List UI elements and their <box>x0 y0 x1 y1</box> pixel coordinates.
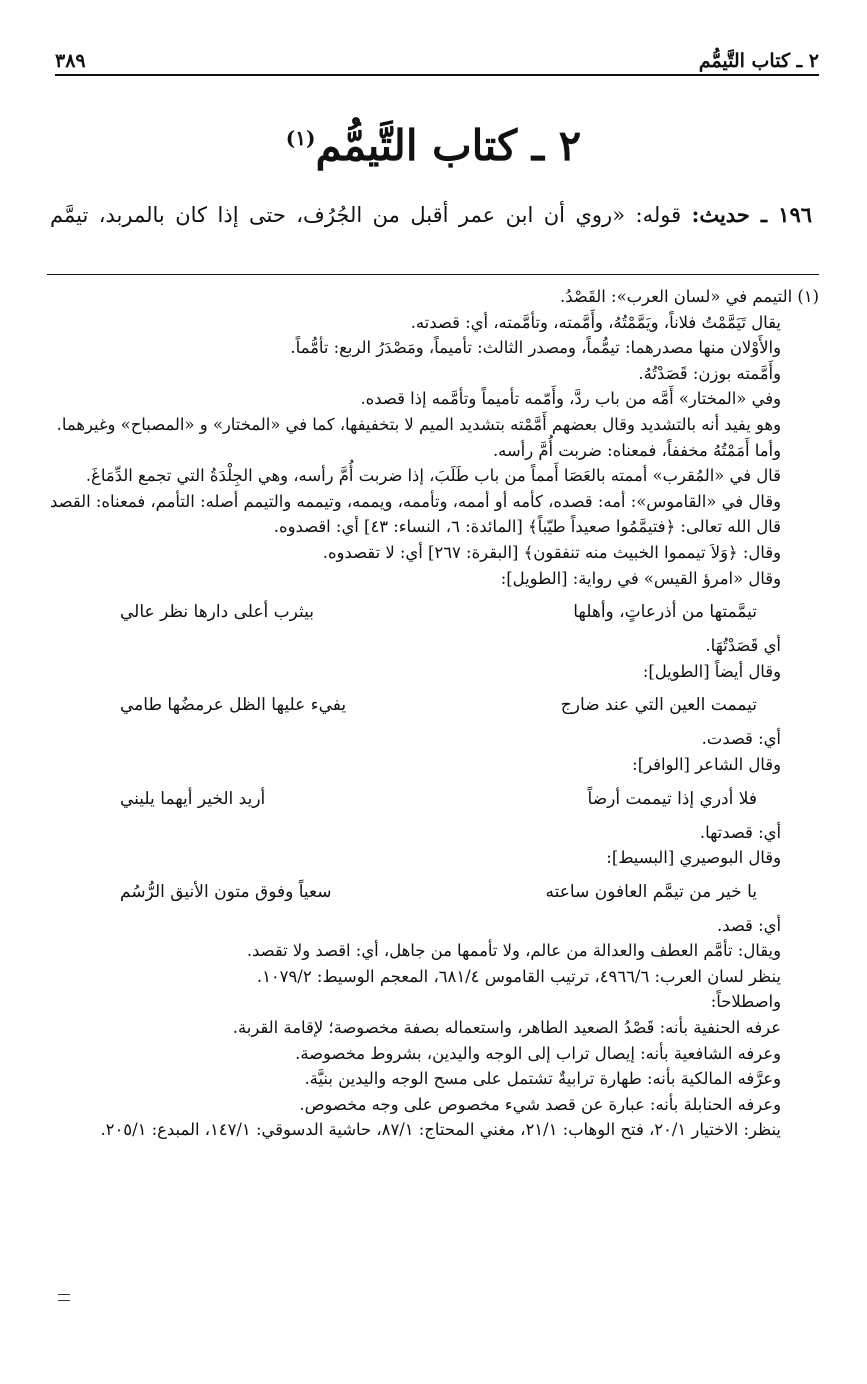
footnote-line: وقال: ﴿وَلاَ تيمموا الخبيث منه تنفقون﴾ [البقرة: ٢٦٧] أي: لا تقصدوه. <box>322 542 781 562</box>
footnote-line: وفي «المختار» أَمَّه من باب ردَّ، وأَمّمه تأميماً وتأمَّمه إذا قصده. <box>360 389 781 409</box>
footnote-line: وقال البوصيري [البسيط]: <box>606 848 781 868</box>
header-rule <box>55 74 819 76</box>
footnote-line: قال في «المُقرب» أممته بالعَصَا أَمماً من باب طَلَبَ، إذا ضربت أُمَّ رأسه، وهي الجِلْدَةُ التي تجمع الدِّمَاغَ. <box>85 466 781 486</box>
verse-first-hemistich: فلا أدري إذا تيممت أرضاً <box>587 788 757 809</box>
footnote-line: أي قَصَدْتُهَا. <box>705 636 781 656</box>
verse-second-hemistich: بيثرب أعلى دارها نظر عالي <box>120 602 315 623</box>
verse-second-hemistich: يفيء عليها الظل عرمضُها طامي <box>120 695 347 716</box>
footnote-block <box>50 284 819 1143</box>
page-number: ٣٨٩ <box>55 50 86 72</box>
footnote-line: والأَوْلان منها مصدرهما: تيمُّماً، ومصدر الثالث: تأميماً، ومَصْدَرُ الربع: تأمُّماً. <box>290 338 781 358</box>
footnote-line: ويقال: تأمَّم العطف والعدالة من عالم، ولا تأممها من جاهل، أي: اقصد ولا تقصد. <box>246 941 781 961</box>
hadith-text: قوله: «روي أن ابن عمر أقبل من الجُرُف، حتى إذا كان بالمربد، تيمَّم <box>50 203 692 227</box>
hadith-paragraph <box>50 200 812 230</box>
footnote-line: أي: قصد. <box>717 915 781 935</box>
definition-line: وعرَّفه المالكية بأنه: طهارة ترابيةٌ تشتمل على مسح الوجه واليدين بنيَّة. <box>304 1069 781 1089</box>
footnote-line: وقال «امرؤ القيس» في رواية: [الطويل]: <box>500 568 781 588</box>
definition-line: وعرفه الشافعية بأنه: إيصال تراب إلى الوجه واليدين، بشروط مخصوصة. <box>295 1043 781 1063</box>
footnote-separator <box>47 274 819 275</box>
chapter-footnote-ref: (١) <box>285 126 316 150</box>
verse-second-hemistich: أريد الخير أيهما يليني <box>120 788 266 809</box>
definition-line: عرفه الحنفية بأنه: قَصْدُ الصعيد الطاهر، واستعماله بصفة مخصوصة؛ لإقامة القربة. <box>232 1018 781 1038</box>
verse-first-hemistich: تيممت العين التي عند ضارج <box>560 695 757 716</box>
footnote-line: وهو يفيد أنه بالتشديد وقال بعضهم أَمَّمْته بتشديد الميم لا بتخفيفها، كما في «المختار» و «المصباح» وغيرهما. <box>56 414 781 434</box>
chapter-title <box>0 108 867 176</box>
definition-line: وعرفه الحنابلة بأنه: عبارة عن قصد شيء مخصوص على وجه مخصوص. <box>299 1094 781 1114</box>
footnote-line: (١) التيمم في «لسان العرب»: القَصْدُ. <box>559 287 819 306</box>
footnote-line: وأَمَّمته بوزن: قَصَدْتُهُ. <box>638 363 781 383</box>
verse-first-hemistich: يا خير من تيمَّم العافون ساعته <box>545 881 757 902</box>
page-end-mark <box>58 1294 70 1301</box>
footnote-line: ينظر لسان العرب: ٤٩٦٦/٦، ترتيب القاموس ٦٨١/٤، المعجم الوسيط: ١٠٧٩/٢. <box>256 966 781 986</box>
footnote-line: وقال الشاعر [الوافر]: <box>632 754 781 774</box>
references-line: ينظر: الاختيار ٢٠/١، فتح الوهاب: ٢١/١، مغني المحتاج: ٨٧/١، حاشية الدسوقي: ١٤٧/١، المبدع: ٢٠٥/١. <box>100 1120 781 1140</box>
poetry-verse <box>50 877 819 907</box>
footnote-line: أي: قصدتها. <box>699 822 781 842</box>
chapter-title-text: ٢ ـ كتاب التَّيمُّم <box>315 121 582 170</box>
running-title: ٢ ـ كتاب التَّيمُّم <box>698 50 819 72</box>
verse-first-hemistich: تيمَّمتها من أذرعاتٍ، وأهلها <box>573 602 757 623</box>
page-header <box>55 38 819 76</box>
poetry-verse <box>50 784 819 814</box>
hadith-number: ١٩٦ ـ حديث: <box>691 202 813 227</box>
poetry-verse <box>50 597 819 627</box>
footnote-line: وأما أَمَمْتُهُ مخففاً، فمعناه: ضربت أُمَّ رأسه. <box>492 440 781 460</box>
poetry-verse <box>50 690 819 720</box>
footnote-line: يقال تَيَمَّمْتُ فلاناً، ويَمَّمْتُهُ، وأَمَّمته، وتأمَّمته، أي: قصدته. <box>410 312 781 332</box>
verse-second-hemistich: سعياً وفوق متون الأنيق الرُّسُم <box>120 881 332 902</box>
footnote-line: وقال أيضاً [الطويل]: <box>642 661 781 681</box>
footnote-line: أي: قصدت. <box>701 729 781 749</box>
footnote-line: واصطلاحاً: <box>710 992 781 1012</box>
footnote-line: وقال في «القاموس»: أمه: قصده، كأمه أو أممه، وتأممه، ويممه، وتيممه والتيمم أصله: التأمم، فمعناه: القصد قال الله تعالى: ﴿فتيمَّمُوا صعيداً طيّباً﴾ [المائدة: ٦، النساء: ٤٣] أي: اقصدوه. <box>50 491 781 537</box>
